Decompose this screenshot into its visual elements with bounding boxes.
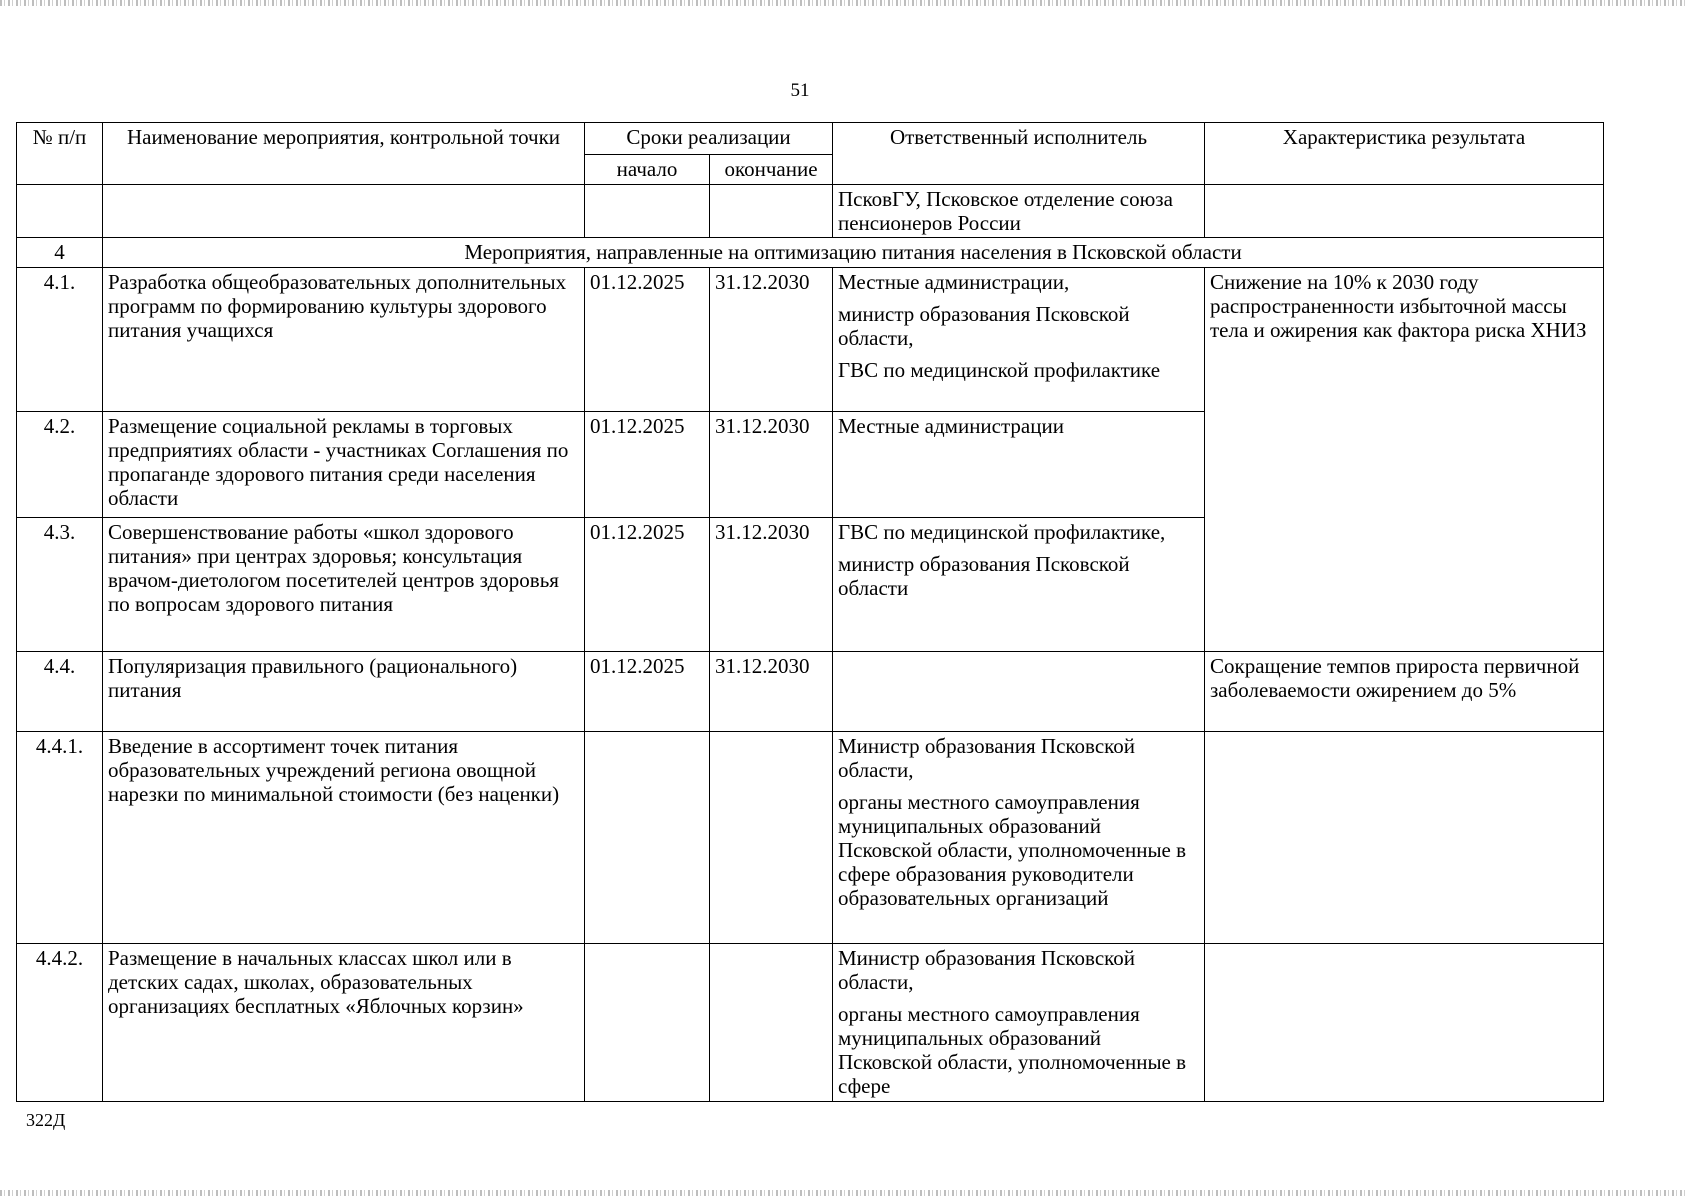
header-name: Наименование мероприятия, контрольной точки [103,123,585,185]
executor-line: органы местного самоуправления муниципальных образований Псковской области, уполномоченные в сфере образования руководители образовательных организаций [838,790,1187,910]
cell-end: 31.12.2030 [710,268,833,412]
cell-name: Размещение социальной рекламы в торговых предприятиях области - участниках Соглашения по пропаганде здорового питания среди населения области [103,412,585,518]
cell-empty [710,185,833,238]
activities-table [16,122,1604,1102]
section-row [17,238,1604,268]
cell-end: 31.12.2030 [710,518,833,652]
cell-num: 4.4.1. [17,732,103,944]
cell-start: 01.12.2025 [585,268,710,412]
table-row [17,732,1604,944]
executor-line: Местные администрации, [838,270,1070,294]
cell-result-merged: Снижение на 10% к 2030 году распространенности избыточной массы тела и ожирения как фактора риска ХНИЗ [1205,268,1604,652]
cell-name: Популяризация правильного (рационального) питания [103,652,585,732]
cell-empty [1205,185,1604,238]
cell-executor [833,518,1205,652]
executor-line: Министр образования Псковской области, [838,734,1136,782]
cell-result [1205,732,1604,944]
table-row [17,268,1604,412]
cell-num: 4.4.2. [17,944,103,1102]
cell-executor [833,268,1205,412]
cell-start: 01.12.2025 [585,518,710,652]
cell-end [710,732,833,944]
header-start: начало [585,155,710,185]
table-row [17,652,1604,732]
scan-edge-bottom [0,1190,1686,1196]
cell-executor [833,732,1205,944]
executor-line: ГВС по медицинской профилактике [838,358,1161,382]
cell-start: 01.12.2025 [585,412,710,518]
cell-name: Разработка общеобразовательных дополнительных программ по формированию культуры здорового питания учащихся [103,268,585,412]
table-row-continuation [17,185,1604,238]
cell-empty [585,185,710,238]
cell-start [585,944,710,1102]
cell-num: 4.3. [17,518,103,652]
cell-empty [103,185,585,238]
executor-line: ГВС по медицинской профилактике, [838,520,1166,544]
executor-line: органы местного самоуправления муниципальных образований Псковской области, уполномоченные в сфере [838,1002,1187,1098]
header-end: окончание [710,155,833,185]
cell-num: 4.4. [17,652,103,732]
footer-code: 322Д [26,1110,66,1130]
table-row [17,944,1604,1102]
cell-start: 01.12.2025 [585,652,710,732]
cell-result [1205,944,1604,1102]
cell-name: Совершенствование работы «школ здорового питания» при центрах здоровья; консультация врачом-диетологом посетителей центров здоровья по вопросам здорового питания [103,518,585,652]
cell-name: Введение в ассортимент точек питания образовательных учреждений региона овощной нарезки по минимальной стоимости (без наценки) [103,732,585,944]
section-title: Мероприятия, направленные на оптимизацию питания населения в Псковской области [103,238,1604,268]
cell-end [710,944,833,1102]
executor-line: министр образования Псковской области, [838,302,1130,350]
cell-start [585,732,710,944]
cell-empty [17,185,103,238]
section-num: 4 [17,238,103,268]
scan-edge-top [0,0,1686,6]
header-executor: Ответственный исполнитель [833,123,1205,185]
cell-num: 4.2. [17,412,103,518]
executor-line: Министр образования Псковской области, [838,946,1136,994]
cell-num: 4.1. [17,268,103,412]
header-num: № п/п [17,123,103,185]
executor-line: министр образования Псковской области [838,552,1130,600]
cell-executor [833,652,1205,732]
cell-end: 31.12.2030 [710,652,833,732]
header-result: Характеристика результата [1205,123,1604,185]
header-period: Сроки реализации [585,123,833,155]
cell-result: Сокращение темпов прироста первичной заболеваемости ожирением до 5% [1205,652,1604,732]
cell-executor [833,412,1205,518]
cell-executor [833,944,1205,1102]
page-number: 51 [790,80,810,101]
cell-end: 31.12.2030 [710,412,833,518]
cell-name: Размещение в начальных классах школ или в детских садах, школах, образовательных организациях бесплатных «Яблочных корзин» [103,944,585,1102]
executor-line: Местные администрации [838,414,1064,438]
cell-executor: ПсковГУ, Псковское отделение союза пенсионеров России [833,185,1205,238]
